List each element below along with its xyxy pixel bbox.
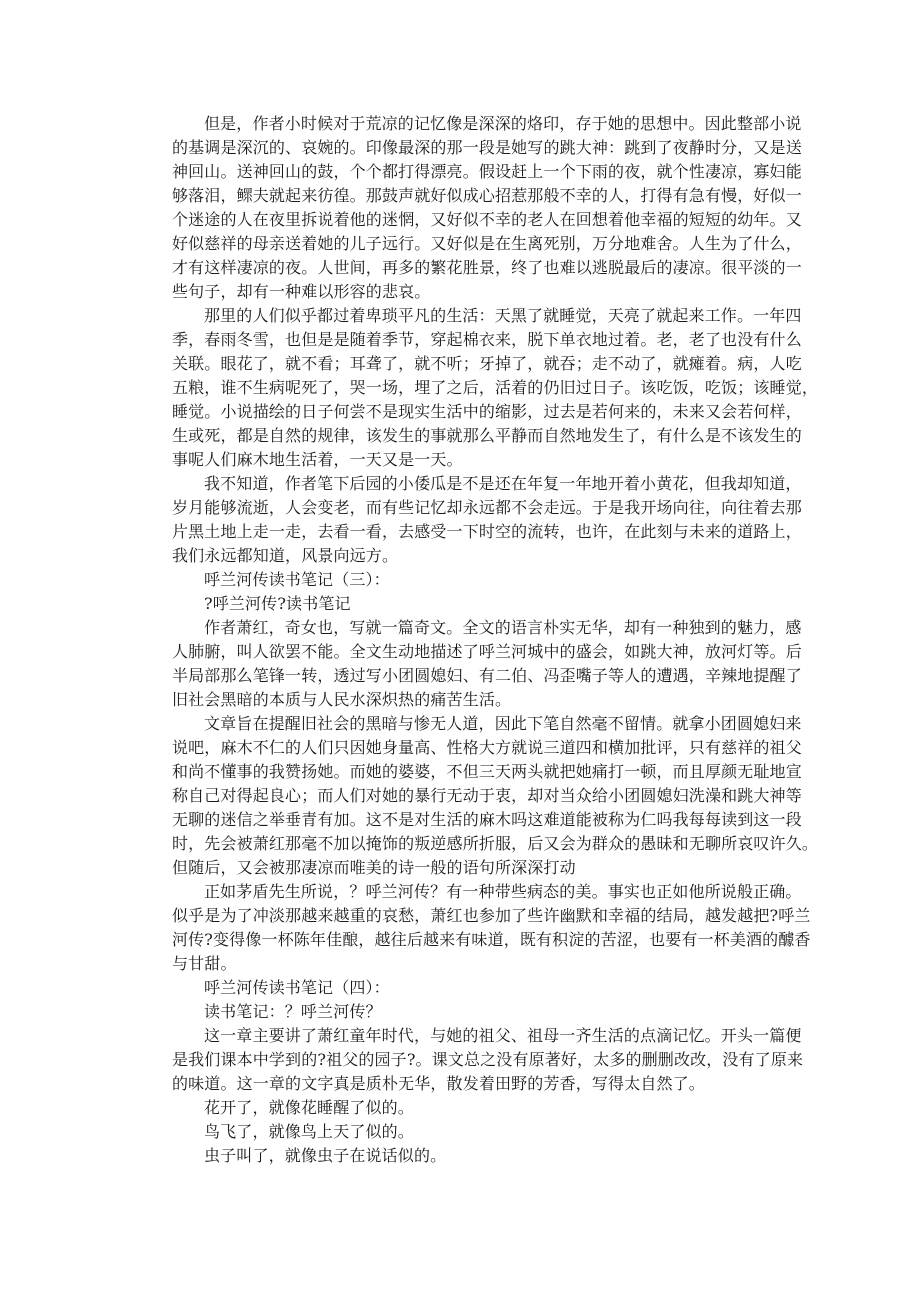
paragraph	[172, 616, 802, 712]
paragraph	[172, 112, 802, 304]
text-line: 读书笔记：？呼兰河传？	[204, 1002, 382, 1021]
paragraph	[172, 568, 772, 592]
text-line: 才有这样凄凉的夜。人世间，再多的繁花胜景，终了也难以逃脱最后的凄凉。很平淡的一	[172, 258, 802, 277]
text-line: 无聊的迷信之举垂青有加。这不是对生活的麻木吗这难道能被称为仁吗我每每读到这一段	[172, 810, 802, 829]
text-line: 这一章主要讲了萧红童年时代，与她的祖父、祖母一齐生活的点滴记忆。开头一篇便	[204, 1026, 802, 1045]
text-line: ?呼兰河传?读书笔记	[204, 594, 351, 613]
text-line: 说吧，麻木不仁的人们只因她身量高、性格大方就说三道四和横加批评，只有慈祥的祖父	[172, 738, 802, 757]
paragraph	[172, 592, 772, 616]
text-line: 生或死，都是自然的规律，该发生的事就那么平静而自然地发生了，有什么是不该发生的	[172, 426, 802, 445]
paragraph	[172, 976, 772, 1000]
text-line: 我不知道，作者笔下后园的小倭瓜是不是还在年复一年地开着小黄花，但我却知道，	[204, 474, 802, 493]
paragraph	[172, 1000, 772, 1024]
text-line: 文章旨在提醒旧社会的黑暗与惨无人道，因此下笔自然毫不留情。就拿小团圆媳妇来	[204, 714, 802, 733]
text-line: 呼兰河传读书笔记（三）：	[204, 570, 390, 589]
document-body	[172, 112, 819, 1168]
text-line: 片黑土地上走一走，去看一看，去感受一下时空的流转，也许，在此刻与未来的道路上，	[172, 522, 802, 541]
text-line: 旧社会黑暗的本质与人民水深炽热的痛苦生活。	[172, 690, 512, 709]
text-line: 神回山。送神回山的鼓，个个都打得漂亮。假设赶上一个下雨的夜，就个性凄凉，寡妇能	[172, 162, 802, 181]
text-line: 季，春雨冬雪，也但是是随着季节，穿起棉衣来，脱下单衣地过着。老，老了也没有什么	[172, 330, 802, 349]
paragraph	[172, 1144, 772, 1168]
text-line: 与甘甜。	[172, 954, 237, 973]
text-line: 称自己对得起良心；而人们对她的暴行无动于衷，却对当众给小团圆媳妇洗澡和跳大神等	[172, 786, 802, 805]
paragraph	[172, 880, 811, 976]
text-line: 河传?变得像一杯陈年佳酿，越往后越来有味道，既有积淀的苦涩，也要有一杯美酒的醵香	[172, 930, 811, 949]
paragraph	[172, 304, 819, 472]
text-line: 人肺腑，叫人欲罢不能。全文生动地描述了呼兰河城中的盛会，如跳大神，放河灯等。后	[172, 642, 802, 661]
text-line: 似乎是为了冲淡那越来越重的哀愁，萧红也参加了些许幽默和幸福的结局，越发越把?呼兰	[172, 906, 811, 925]
text-line: 作者萧红，奇女也，写就一篇奇文。全文的语言朴实无华，却有一种独到的魅力，感	[204, 618, 802, 637]
paragraph	[172, 1096, 772, 1120]
text-line: 时，先会被萧红那毫不加以掩饰的叛逆感所折服，后又会为群众的愚昧和无聊所哀叹许久。	[172, 834, 819, 853]
text-line: 的味道。这一章的文字真是质朴无华，散发着田野的芳香，写得太自然了。	[172, 1074, 705, 1093]
text-line: 和尚不懂事的我赞扬她。而她的婆婆，不但三天两头就把她痛打一顿，而且厚颜无耻地宣	[172, 762, 802, 781]
text-line: 是我们课本中学到的?祖父的园子?。课文总之没有原著好，太多的删删改改，没有了原来	[172, 1050, 804, 1069]
text-line: 虫子叫了，就像虫子在说话似的。	[204, 1146, 447, 1165]
text-line: 半局部那么笔锋一转，透过写小团圆媳妇、有二伯、冯歪嘴子等人的遭遇，辛辣地提醒了	[172, 666, 802, 685]
text-line: 事呢人们麻木地生活着，一天又是一天。	[172, 450, 463, 469]
text-line: 个迷途的人在夜里拆说着他的迷惘，又好似不幸的老人在回想着他幸福的短短的幼年。又	[172, 210, 802, 229]
text-line: 呼兰河传读书笔记（四）：	[204, 978, 390, 997]
text-line: 五粮，谁不生病呢死了，哭一场，埋了之后，活着的仍旧过日子。该吃饭，吃饭；该睡觉，	[172, 378, 819, 397]
text-line: 够落泪，鳏夫就起来彷徨。那鼓声就好似成心招惹那般不幸的人，打得有急有慢，好似一	[172, 186, 802, 205]
paragraph	[172, 472, 802, 568]
text-line: 岁月能够流逝，人会变老，而有些记忆却永远都不会走远。于是我开场向往，向往着去那	[172, 498, 802, 517]
text-line: 的基调是深沉的、哀婉的。印像最深的那一段是她写的跳大神：跳到了夜静时分，又是送	[172, 138, 802, 157]
text-line: 些句子，却有一种难以形容的悲哀。	[172, 282, 431, 301]
text-line: 但是，作者小时候对于荒凉的记忆像是深深的烙印，存于她的思想中。因此整部小说	[204, 114, 802, 133]
text-line: 但随后，又会被那凄凉而唯美的诗一般的语句所深深打动	[172, 858, 576, 877]
paragraph	[172, 1024, 804, 1096]
text-line: 正如茅盾先生所说，？呼兰河传？有一种带些病态的美。事实也正如他所说般正确。	[204, 882, 802, 901]
paragraph	[172, 1120, 772, 1144]
text-line: 鸟飞了，就像鸟上天了似的。	[204, 1122, 414, 1141]
text-line: 花开了，就像花睡醒了似的。	[204, 1098, 414, 1117]
paragraph	[172, 712, 819, 880]
text-line: 我们永远都知道，风景向远方。	[172, 546, 399, 565]
text-line: 睡觉。小说描绘的日子何尝不是现实生活中的缩影，过去是若何来的，未来又会若何样，	[172, 402, 802, 421]
text-line: 那里的人们似乎都过着卑琐平凡的生活：天黑了就睡觉，天亮了就起来工作。一年四	[204, 306, 802, 325]
text-line: 好似慈祥的母亲送着她的儿子远行。又好似是在生离死别，万分地难舍。人生为了什么，	[172, 234, 802, 253]
text-line: 关联。眼花了，就不看；耳聋了，就不听；牙掉了，就吞；走不动了，就瘫着。病，人吃	[172, 354, 802, 373]
